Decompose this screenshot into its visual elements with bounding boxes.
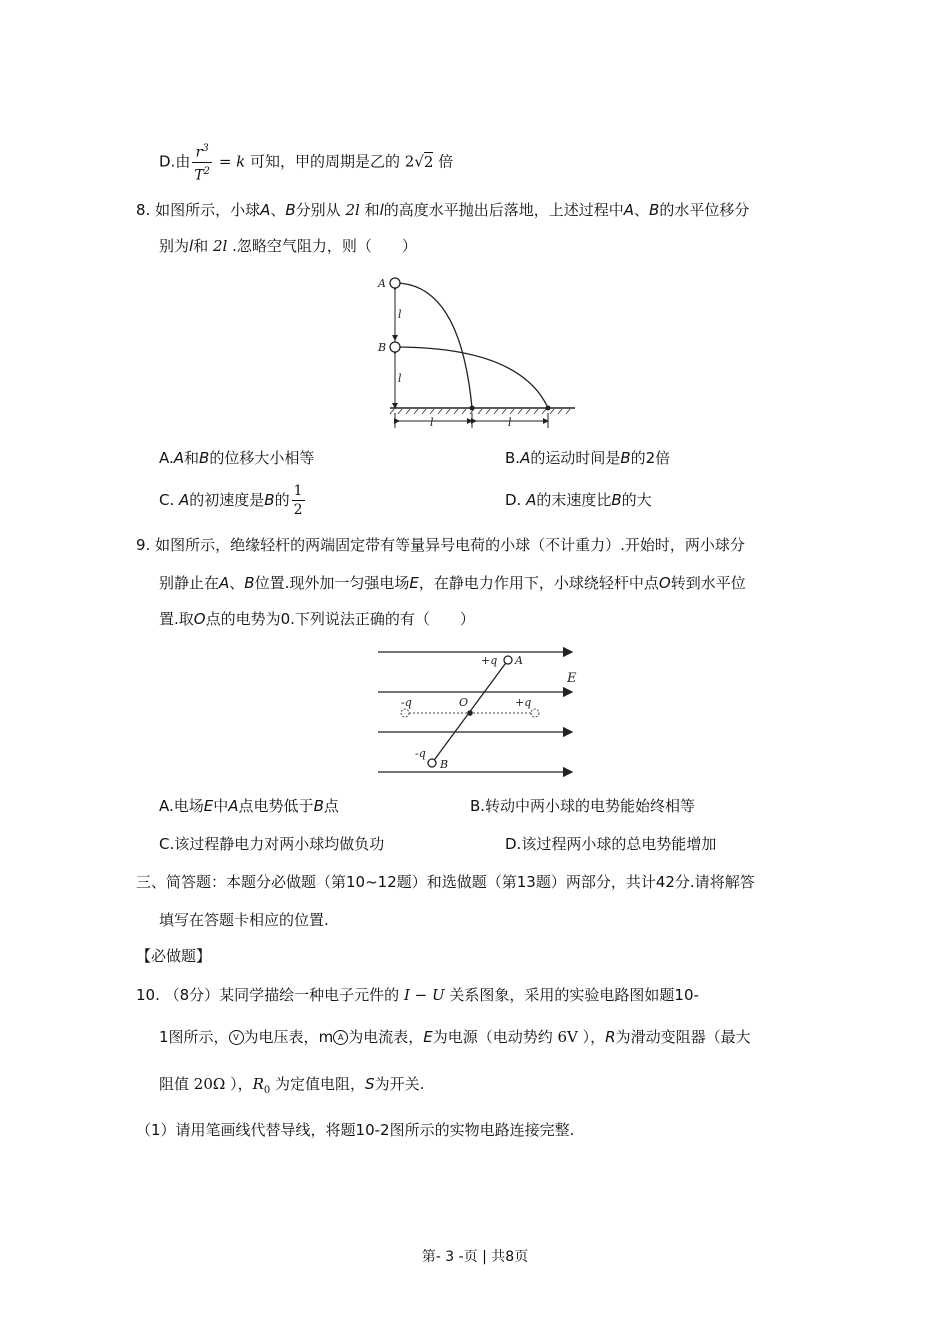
q9-option-c: C.该过程静电力对两小球均做负功 bbox=[159, 835, 385, 853]
required-label: 【必做题】 bbox=[136, 947, 212, 965]
trajectory-a bbox=[395, 283, 472, 408]
label-o: O bbox=[459, 696, 469, 709]
q8-option-c: C. A的初速度是B的 $\frac{1}{2}$ bbox=[159, 483, 303, 518]
fraction-r3-T2: $\frac{r^3}{T^2}$ bbox=[192, 140, 212, 184]
q8-option-d: D. A的末速度比B的大 bbox=[505, 491, 652, 509]
label-plus-q-right: +q bbox=[515, 696, 532, 709]
fraction-one-half: $\frac{1}{2}$ bbox=[293, 483, 303, 518]
label-a: A bbox=[378, 277, 386, 290]
label-b: B bbox=[378, 341, 387, 354]
label-l-right: l bbox=[508, 416, 512, 429]
sqrt-symbol: √2 bbox=[414, 152, 434, 171]
q9-option-b: B.转动中两小球的电势能始终相等 bbox=[470, 797, 696, 815]
q9-field-figure bbox=[370, 640, 590, 784]
label-plus-q-top: +q bbox=[481, 654, 498, 667]
q8-projectile-figure bbox=[370, 270, 580, 439]
voltmeter-icon: V bbox=[229, 1030, 244, 1045]
q10-stem-line2: 1图所示， V 为电压表，m A 为电流表，E为电源（电动势约 6V ），R为滑动变阻器（最大 bbox=[159, 1028, 751, 1046]
q9-option-a: A.电场E中A点电势低于B点 bbox=[159, 797, 339, 815]
q10-stem-line3: 阻值 20Ω ），$R_0$ 为定值电阻，S为开关. bbox=[159, 1075, 425, 1096]
label-a: A bbox=[515, 654, 523, 667]
q8-option-a: A.A和B的位移大小相等 bbox=[159, 449, 315, 467]
label-minus-q-bottom: -q bbox=[415, 747, 426, 760]
label-b: B bbox=[440, 758, 449, 771]
label-l-lower: l bbox=[398, 372, 402, 385]
label-minus-q-left: -q bbox=[401, 696, 412, 709]
label-l-left: l bbox=[430, 416, 434, 429]
ball-a bbox=[390, 278, 400, 288]
label-l-upper: l bbox=[398, 308, 402, 321]
q10-stem-line1: 10. （8分）某同学描绘一种电子元件的 I − U 关系图象，采用的实验电路图如题10- bbox=[136, 986, 699, 1004]
q8-stem-line2: 别为l和 2l .忽略空气阻力，则（ ） bbox=[159, 237, 417, 255]
q9-stem-line1: 9. 如图所示，绝缘轻杆的两端固定带有等量异号电荷的小球（不计重力）.开始时，两小球分 bbox=[136, 536, 745, 554]
page-footer: 第- 3 -页 | 共8页 bbox=[421, 1249, 529, 1265]
ammeter-icon: A bbox=[333, 1030, 348, 1045]
label-e: E bbox=[567, 671, 577, 686]
section3-heading-line2: 填写在答题卡相应的位置. bbox=[159, 911, 329, 929]
q9-option-d: D.该过程两小球的总电势能增加 bbox=[505, 835, 717, 853]
q9-stem-line3: 置.取O点的电势为0.下列说法正确的有（ ） bbox=[159, 610, 475, 628]
q9-stem-line2: 别静止在A、B位置.现外加一匀强电场E，在静电力作用下，小球绕轻杆中点O转到水平位 bbox=[159, 574, 746, 592]
q8-option-b: B.A的运动时间是B的2倍 bbox=[505, 449, 671, 467]
section3-heading-line1: 三、简答题：本题分必做题（第10~12题）和选做题（第13题）两部分，共计42分.请将解答 bbox=[136, 873, 755, 891]
q8-stem-line1: 8. 如图所示，小球A、B分别从 2l 和l的高度水平抛出后落地，上述过程中A、B的水平位移分 bbox=[136, 201, 750, 219]
ball-b bbox=[390, 342, 400, 352]
q10-subquestion-1: （1）请用笔画线代替导线，将题10-2图所示的实物电路连接完整. bbox=[136, 1121, 575, 1139]
q7-option-d: D.由 $\frac{r^3}{T^2}$ = k 可知，甲的周期是乙的 2√2 倍 bbox=[159, 140, 453, 184]
